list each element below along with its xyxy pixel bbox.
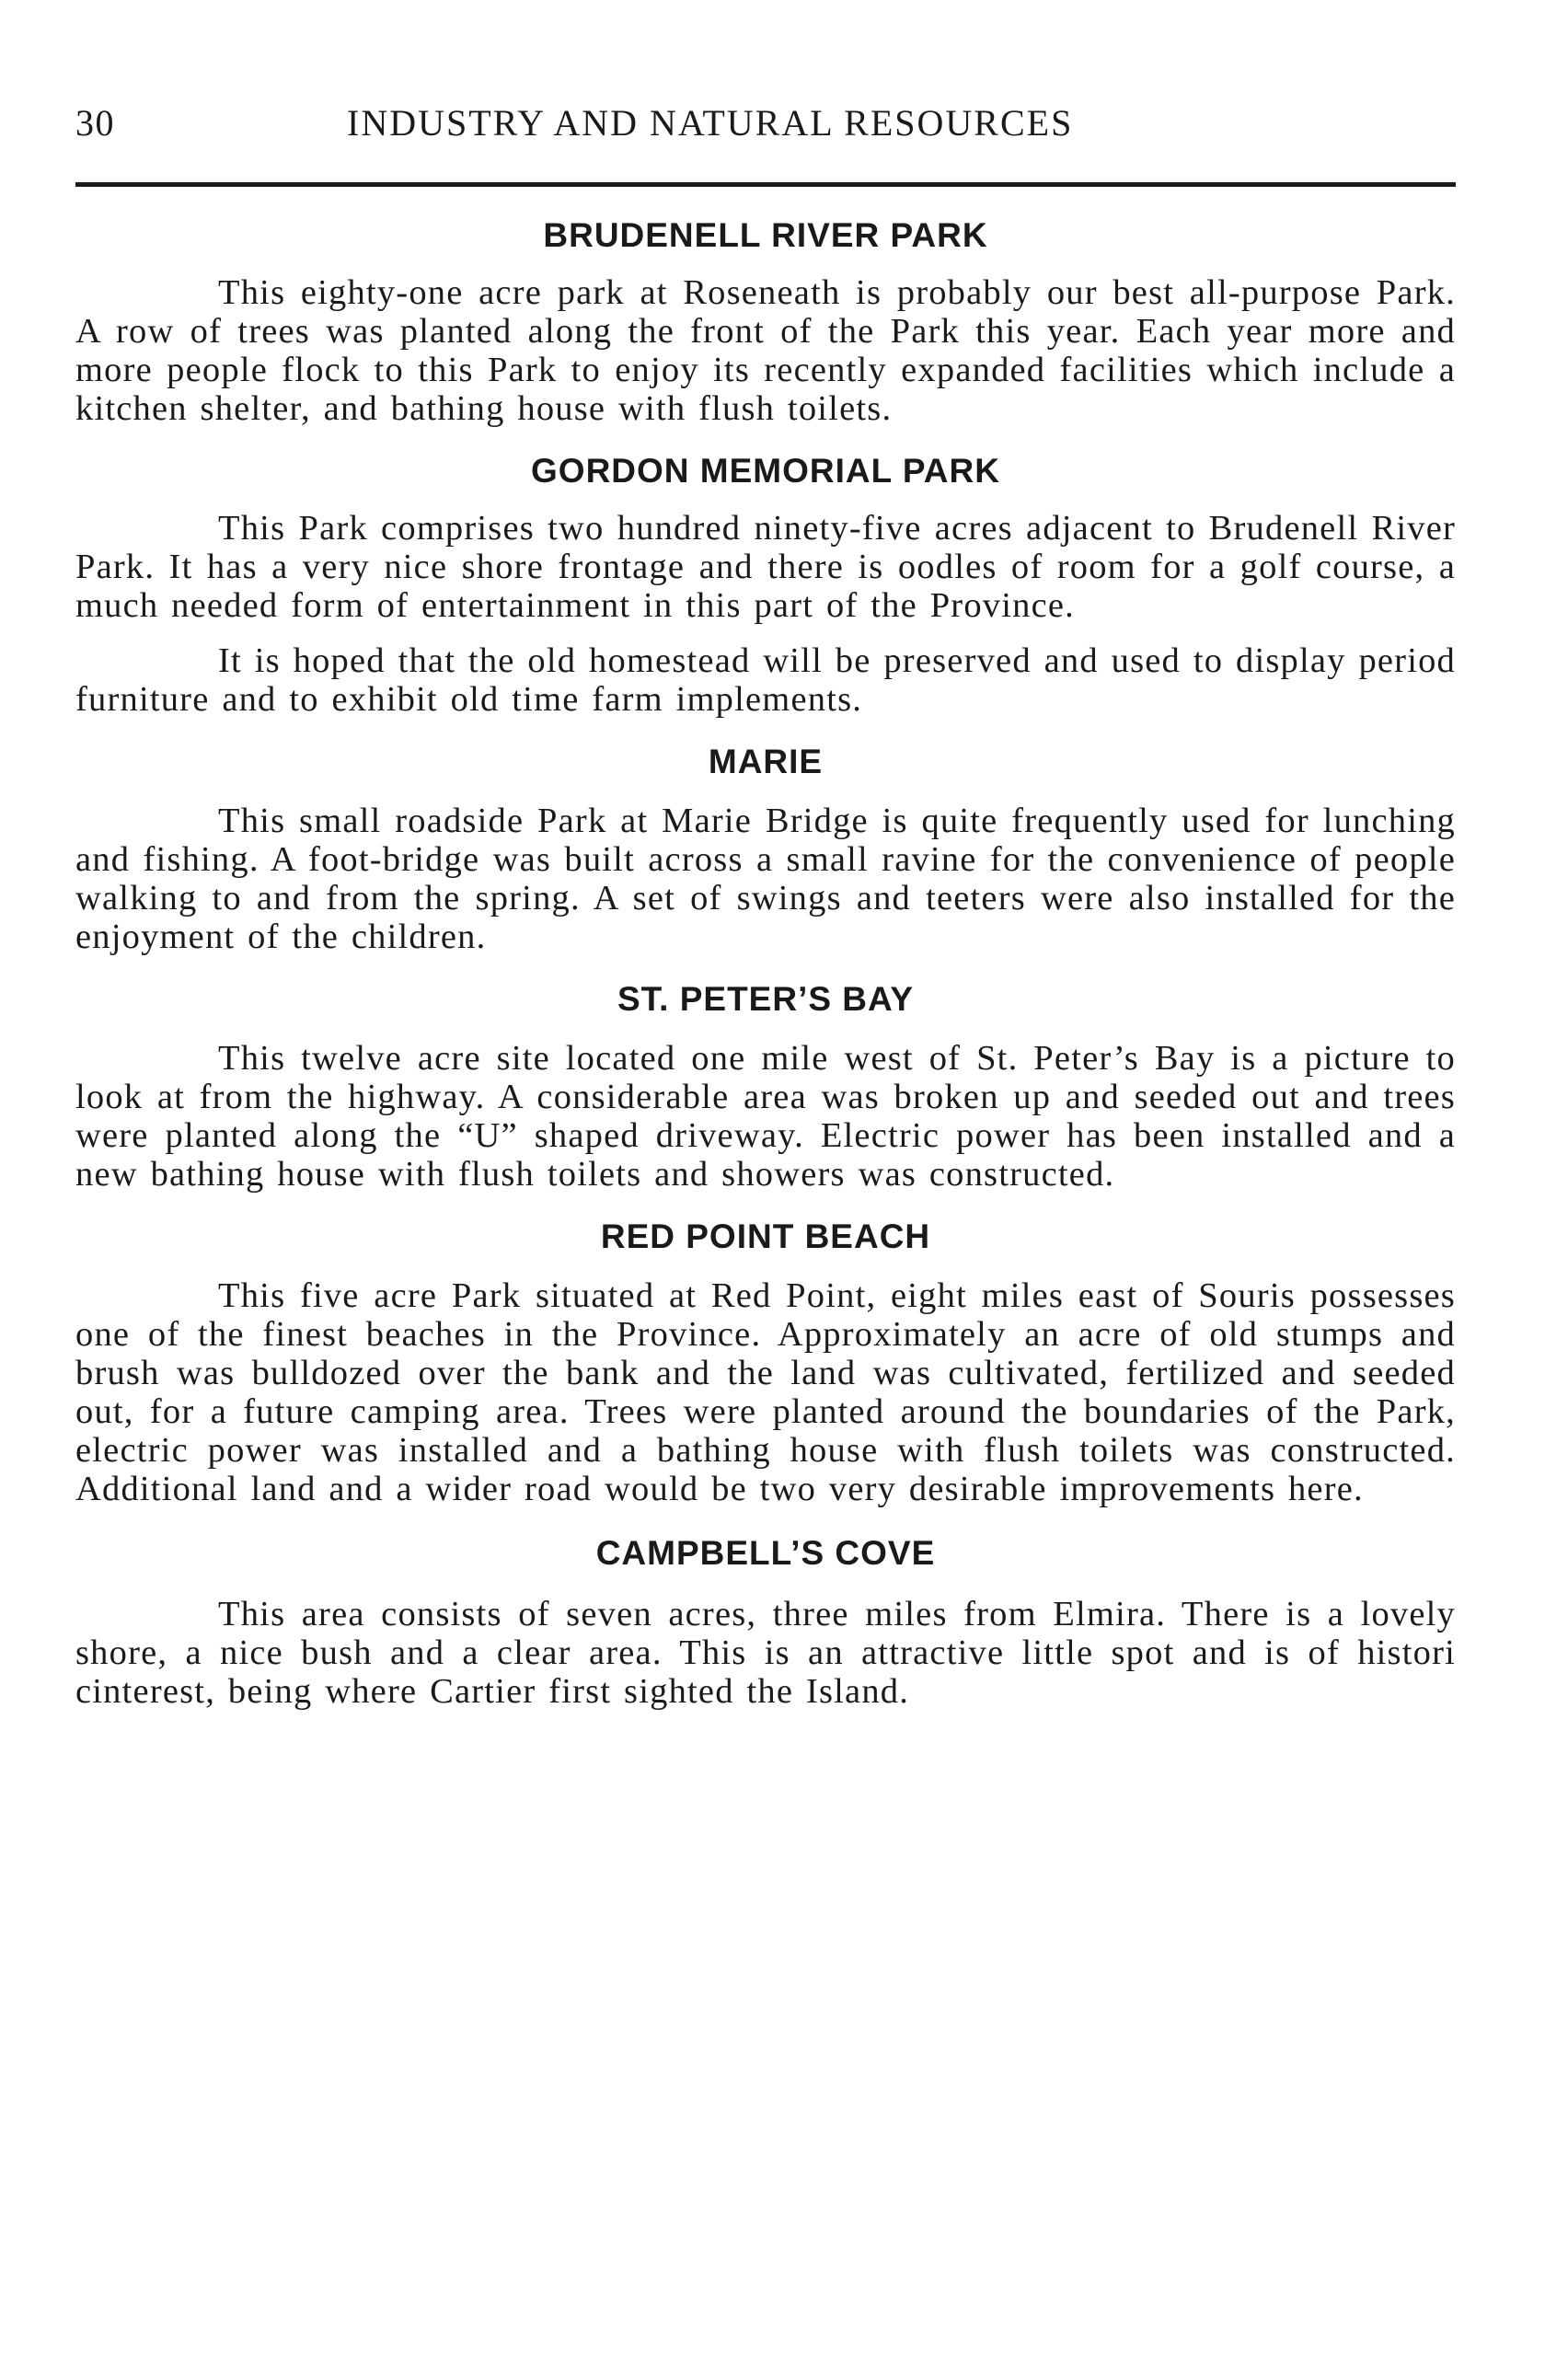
header-rule — [75, 182, 1456, 187]
paragraph-marie: This small roadside Park at Marie Bridge is quite frequently used for lunching and fishing. A foot-bridge was built across a small ravine for the convenience of people walking to and from the spring. A set of swings and teeters were also installed for the enjoyment of the children. — [75, 802, 1456, 956]
section-title-gordon-memorial-park: GORDON MEMORIAL PARK — [531, 452, 1000, 490]
section-title-campbells-cove: CAMPBELL’S COVE — [595, 1534, 936, 1572]
paragraph-red-point-beach: This five acre Park situated at Red Point, eight miles east of Souris possesses one of the finest beaches in the Province. Approximately an acre of old stumps and brush was bulldozed over the bank and the land was cultivated, fertilized and seeded out, for a future camping area. Trees were planted around the boundaries of the Park, electric power was installed and a bathing house with flush toilets was constructed. Additional land and a wider road would be two very desirable improvements here. — [75, 1276, 1456, 1508]
section-title-red-point-beach: RED POINT BEACH — [600, 1218, 931, 1255]
running-header — [75, 101, 1456, 156]
section-title-marie: MARIE — [708, 743, 824, 780]
running-title: INDUSTRY AND NATURAL RESOURCES — [347, 102, 1074, 144]
paragraph-gordon-memorial-park-2: It is hoped that the old homestead will be preserved and used to display period furniture and to exhibit old time farm implements. — [75, 641, 1456, 719]
section-title-brudenell-river-park: BRUDENELL RIVER PARK — [543, 216, 988, 254]
paragraph-gordon-memorial-park-1: This Park comprises two hundred ninety-five acres adjacent to Brudenell River Park. It has a very nice shore frontage and there is oodles of room for a golf course, a much needed form of entertainment in this part of the Province. — [75, 509, 1456, 625]
paragraph-st-peters-bay: This twelve acre site located one mile west of St. Peter’s Bay is a picture to look at from the highway. A considerable area was broken up and seeded out and trees were planted along the “U” shaped driveway. Electric power has been installed and a new bathing house with flush toilets and showers was constructed. — [75, 1039, 1456, 1194]
paragraph-campbells-cove: This area consists of seven acres, three miles from Elmira. There is a lovely shore, a nice bush and a clear area. This is an attractive little spot and is of histori cinterest, being where Cartier first sighted the Island. — [75, 1595, 1456, 1711]
section-title-st-peters-bay: ST. PETER’S BAY — [617, 980, 915, 1018]
page-number: 30 — [75, 102, 115, 144]
paragraph-brudenell-river-park: This eighty-one acre park at Roseneath is probably our best all-purpose Park. A row of trees was planted along the front of the Park this year. Each year more and more people flock to this Park to enjoy its recently expanded facilities which include a kitchen shelter, and bathing house with flush toilets. — [75, 273, 1456, 428]
document-page — [75, 101, 1456, 1711]
